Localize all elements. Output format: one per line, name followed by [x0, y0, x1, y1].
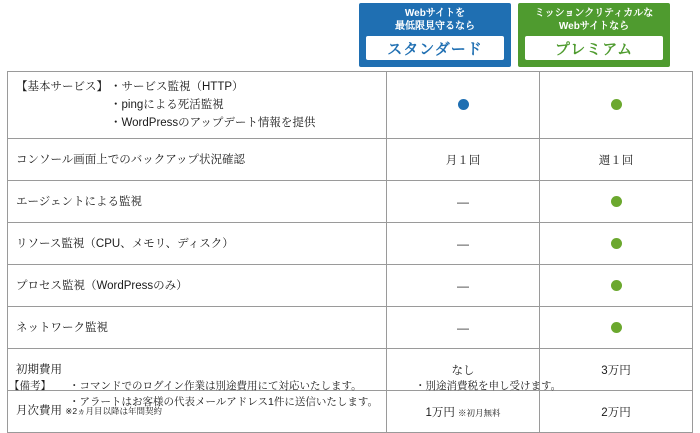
- table-row: [8, 307, 693, 349]
- plan-premium-tagline-line1: ミッションクリティカルな: [534, 8, 654, 19]
- plan-premium-name: プレミアム: [554, 40, 634, 58]
- plan-standard-tagline: [359, 7, 511, 33]
- feature-monthly-fee-label: 月次費用: [16, 405, 62, 418]
- plan-standard-tagline-line1: Webサイトを: [404, 8, 466, 19]
- table-row: [8, 72, 693, 139]
- feature-process-monitoring: プロセス監視（WordPressのみ）: [8, 265, 387, 307]
- footnote-item: ・コマンドでのログイン作業は別途費用にて対応いたします。: [69, 380, 362, 392]
- plan-standard-name-box: [366, 36, 504, 60]
- plan-premium-name-box: [525, 36, 663, 60]
- cell-standard-monthly-fee: [387, 391, 540, 433]
- bullet-item: ・pingによる死活監視: [110, 99, 224, 111]
- feature-agent-monitoring: エージェントによる監視: [8, 181, 387, 223]
- feature-monthly-fee-note: ※2ヵ月目以降は年間契約: [65, 406, 163, 417]
- cell-standard-backup-status: 月１回: [387, 139, 540, 181]
- cell-standard-network-monitoring: [387, 307, 540, 349]
- table-row: [8, 139, 693, 181]
- cell-standard-monthly-fee-amount: 1万円: [425, 406, 455, 419]
- plan-card-standard: [359, 3, 511, 67]
- table-row: [8, 223, 693, 265]
- footnotes-column-left: [69, 378, 378, 410]
- plan-header-row: [0, 0, 700, 70]
- included-dot-icon: [611, 99, 622, 110]
- plan-premium-tagline: [518, 7, 670, 33]
- cell-standard-monthly-fee-note: ※初月無料: [458, 407, 501, 418]
- cell-premium-resource-monitoring: [540, 223, 693, 265]
- feature-basic-services-bullets: [110, 78, 315, 132]
- plan-standard-tagline-line2: 最低限見守るなら: [395, 21, 475, 32]
- feature-network-monitoring: ネットワーク監視: [8, 307, 387, 349]
- cell-premium-agent-monitoring: [540, 181, 693, 223]
- feature-initial-fee: 初期費用: [8, 349, 387, 391]
- footnote-item: ・アラートはお客様の代表メールアドレス1件に送信いたします。: [69, 396, 378, 408]
- table-row: [8, 181, 693, 223]
- feature-backup-status: コンソール画面上でのバックアップ状況確認: [8, 139, 387, 181]
- cell-premium-initial-fee: 3万円: [540, 349, 693, 391]
- cell-standard-initial-fee: なし: [387, 349, 540, 391]
- cell-premium-network-monitoring: [540, 307, 693, 349]
- footnotes-column-right: [415, 378, 561, 394]
- footnotes-heading: 【備考】: [9, 380, 51, 392]
- included-dot-icon: [611, 238, 622, 249]
- cell-premium-basic-services: [540, 72, 693, 139]
- cell-standard-process-monitoring: [387, 265, 540, 307]
- cell-standard-basic-services: [387, 72, 540, 139]
- not-included-dash-icon: —: [457, 278, 469, 293]
- plan-card-premium: [518, 3, 670, 67]
- cell-premium-backup-status: 週１回: [540, 139, 693, 181]
- cell-standard-resource-monitoring: [387, 223, 540, 265]
- included-dot-icon: [611, 280, 622, 291]
- table-row: [8, 265, 693, 307]
- bullet-item: ・WordPressのアップデート情報を提供: [110, 117, 316, 129]
- feature-basic-services-lead: 【基本サービス】: [16, 81, 108, 93]
- plan-premium-tagline-line2: Webサイトなら: [558, 21, 630, 32]
- cell-standard-agent-monitoring: [387, 181, 540, 223]
- feature-basic-services: [8, 72, 387, 139]
- plan-standard-name: スタンダード: [387, 40, 483, 58]
- cell-premium-process-monitoring: [540, 265, 693, 307]
- included-dot-icon: [611, 322, 622, 333]
- cell-premium-monthly-fee: 2万円: [540, 391, 693, 433]
- not-included-dash-icon: —: [457, 236, 469, 251]
- bullet-item: ・サービス監視（HTTP）: [110, 81, 244, 93]
- included-dot-icon: [458, 99, 469, 110]
- feature-resource-monitoring: リソース監視（CPU、メモリ、ディスク）: [8, 223, 387, 265]
- footnote-item: ・別途消費税を申し受けます。: [415, 380, 562, 392]
- not-included-dash-icon: —: [457, 320, 469, 335]
- not-included-dash-icon: —: [457, 194, 469, 209]
- included-dot-icon: [611, 196, 622, 207]
